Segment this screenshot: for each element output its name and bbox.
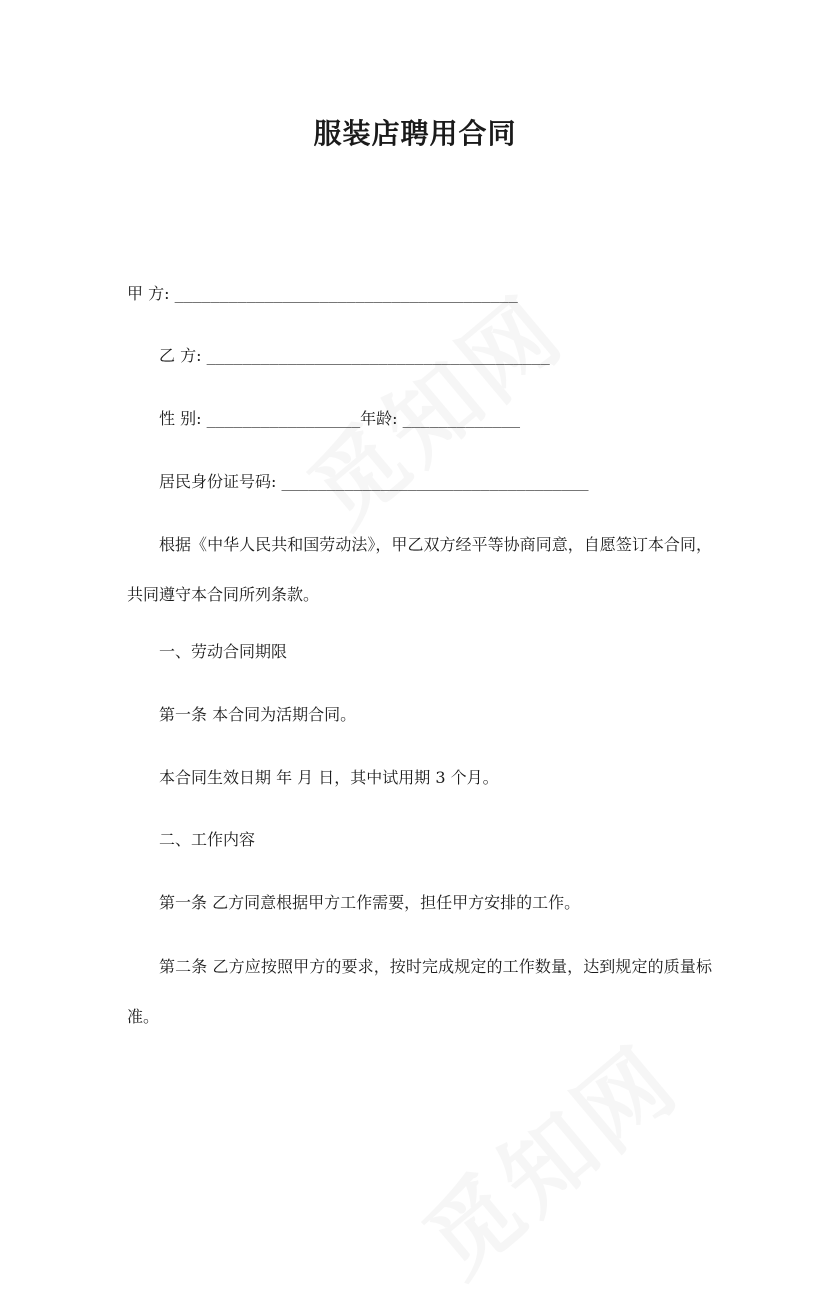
party-a-label: 甲 方: (127, 284, 170, 303)
id-number-line (159, 471, 589, 493)
gender-blank: _________________ (206, 410, 361, 428)
document-title: 服装店聘用合同 (313, 117, 517, 150)
section2-title: 二、工作内容 (159, 830, 256, 849)
section1-title: 一、劳动合同期限 (159, 642, 288, 661)
section1-article1: 第一条 本合同为活期合同。 (159, 705, 357, 724)
age-label: 年龄: (360, 409, 398, 428)
party-b-label: 乙 方: (159, 346, 202, 365)
gender-age-line (159, 408, 520, 430)
section1-effective-date: 本合同生效日期 年 月 日，其中试用期 3 个月。 (159, 768, 499, 787)
section2-article1: 第一条 乙方同意根据甲方工作需要，担任甲方安排的工作。 (159, 893, 581, 912)
gender-label: 性 别: (159, 409, 202, 428)
party-a-line (127, 283, 518, 305)
watermark (392, 1011, 702, 1301)
party-b-line (159, 345, 550, 367)
party-a-blank: ______________________________________ (174, 285, 518, 303)
party-b-blank: ______________________________________ (206, 347, 550, 365)
id-number-blank: __________________________________ (281, 473, 589, 491)
age-blank: _____________ (402, 410, 521, 428)
intro-paragraph: 根据《中华人民共和国劳动法》，甲乙双方经平等协商同意，自愿签订本合同，共同遵守本合同所列条款。 (127, 535, 712, 604)
section2-article2: 第二条 乙方应按照甲方的要求，按时完成规定的工作数量，达到规定的质量标准。 (127, 957, 712, 1026)
id-number-label: 居民身份证号码: (159, 472, 277, 491)
